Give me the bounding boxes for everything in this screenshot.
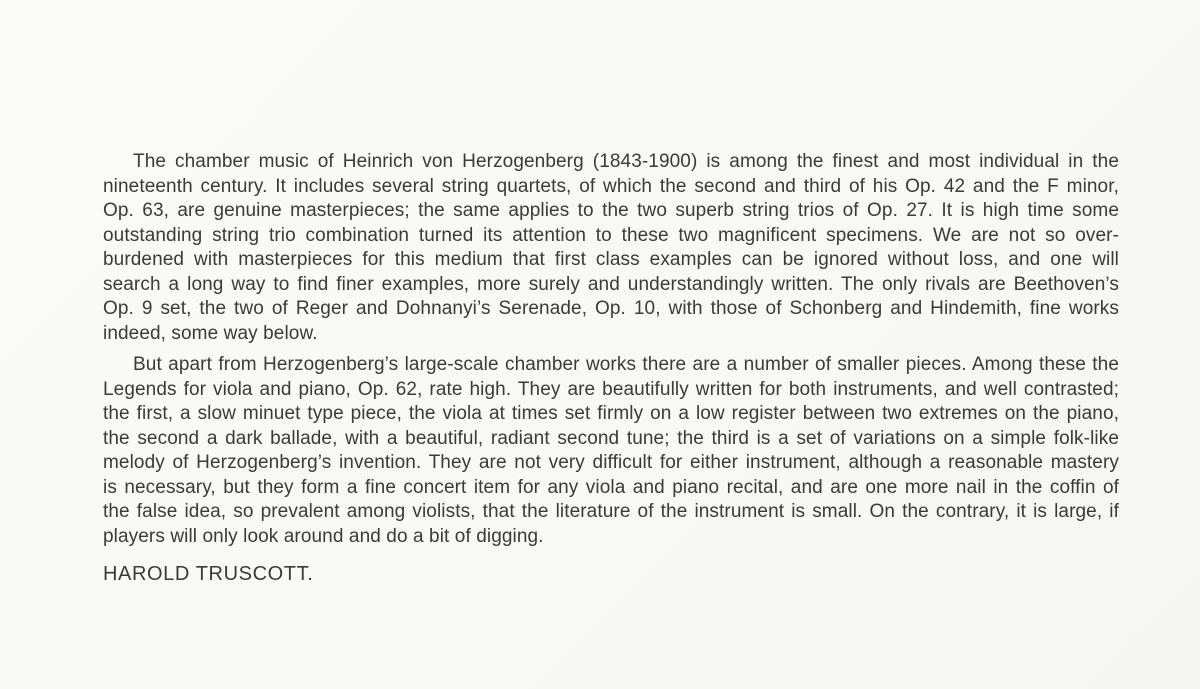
text-line: Op. 9 set, the two of Reger and Dohnanyi’s Serenade, Op. 10, with those of Schonberg and Hindemith, fine works: [103, 298, 1119, 319]
body-text: [103, 150, 1119, 587]
text-line: But apart from Herzogenberg’s large-scale chamber works there are a number of smaller pieces. Among these the: [133, 354, 1119, 375]
text-line: is necessary, but they form a fine concert item for any viola and piano recital, and are one more nail in the coffin of: [103, 476, 1119, 498]
text-line: indeed, some way below.: [103, 322, 318, 344]
text-line: The chamber music of Heinrich von Herzogenberg (1843-1900) is among the finest and most individual in the: [133, 151, 1119, 172]
text-line: melody of Herzogenberg’s invention. They are not very difficult for either instrument, although a reasonable mastery: [103, 452, 1119, 473]
text-line: Legends for viola and piano, Op. 62, rate high. They are beautifully written for both instruments, and well contrasted;: [103, 378, 1119, 400]
text-line: search a long way to find finer examples, more surely and understandingly written. The only rivals are Beethoven’s: [103, 273, 1119, 295]
text-line: players will only look around and do a bit of digging.: [103, 525, 544, 547]
author-signature: HAROLD TRUSCOTT.: [103, 563, 314, 585]
text-line: Op. 63, are genuine masterpieces; the same applies to the two superb string trios of Op. 27. It is high time some: [103, 200, 1119, 221]
text-line: nineteenth century. It includes several string quartets, of which the second and third of his Op. 42 and the F minor,: [103, 175, 1119, 197]
text-line: the first, a slow minuet type piece, the viola at times set firmly on a low register between two extremes on the piano,: [103, 403, 1119, 424]
text-line: outstanding string trio combination turned its attention to these two magnificent specimens. We are not so over-: [103, 224, 1119, 246]
text-line: the second a dark ballade, with a beautiful, radiant second tune; the third is a set of variations on a simple folk-like: [103, 427, 1119, 449]
paragraph-2: [103, 353, 1119, 549]
paragraph-1: [103, 150, 1119, 346]
text-line: the false idea, so prevalent among violists, that the literature of the instrument is small. On the contrary, it is large, if: [103, 501, 1119, 522]
text-line: burdened with masterpieces for this medium that first class examples can be ignored without loss, and one will: [103, 249, 1119, 270]
